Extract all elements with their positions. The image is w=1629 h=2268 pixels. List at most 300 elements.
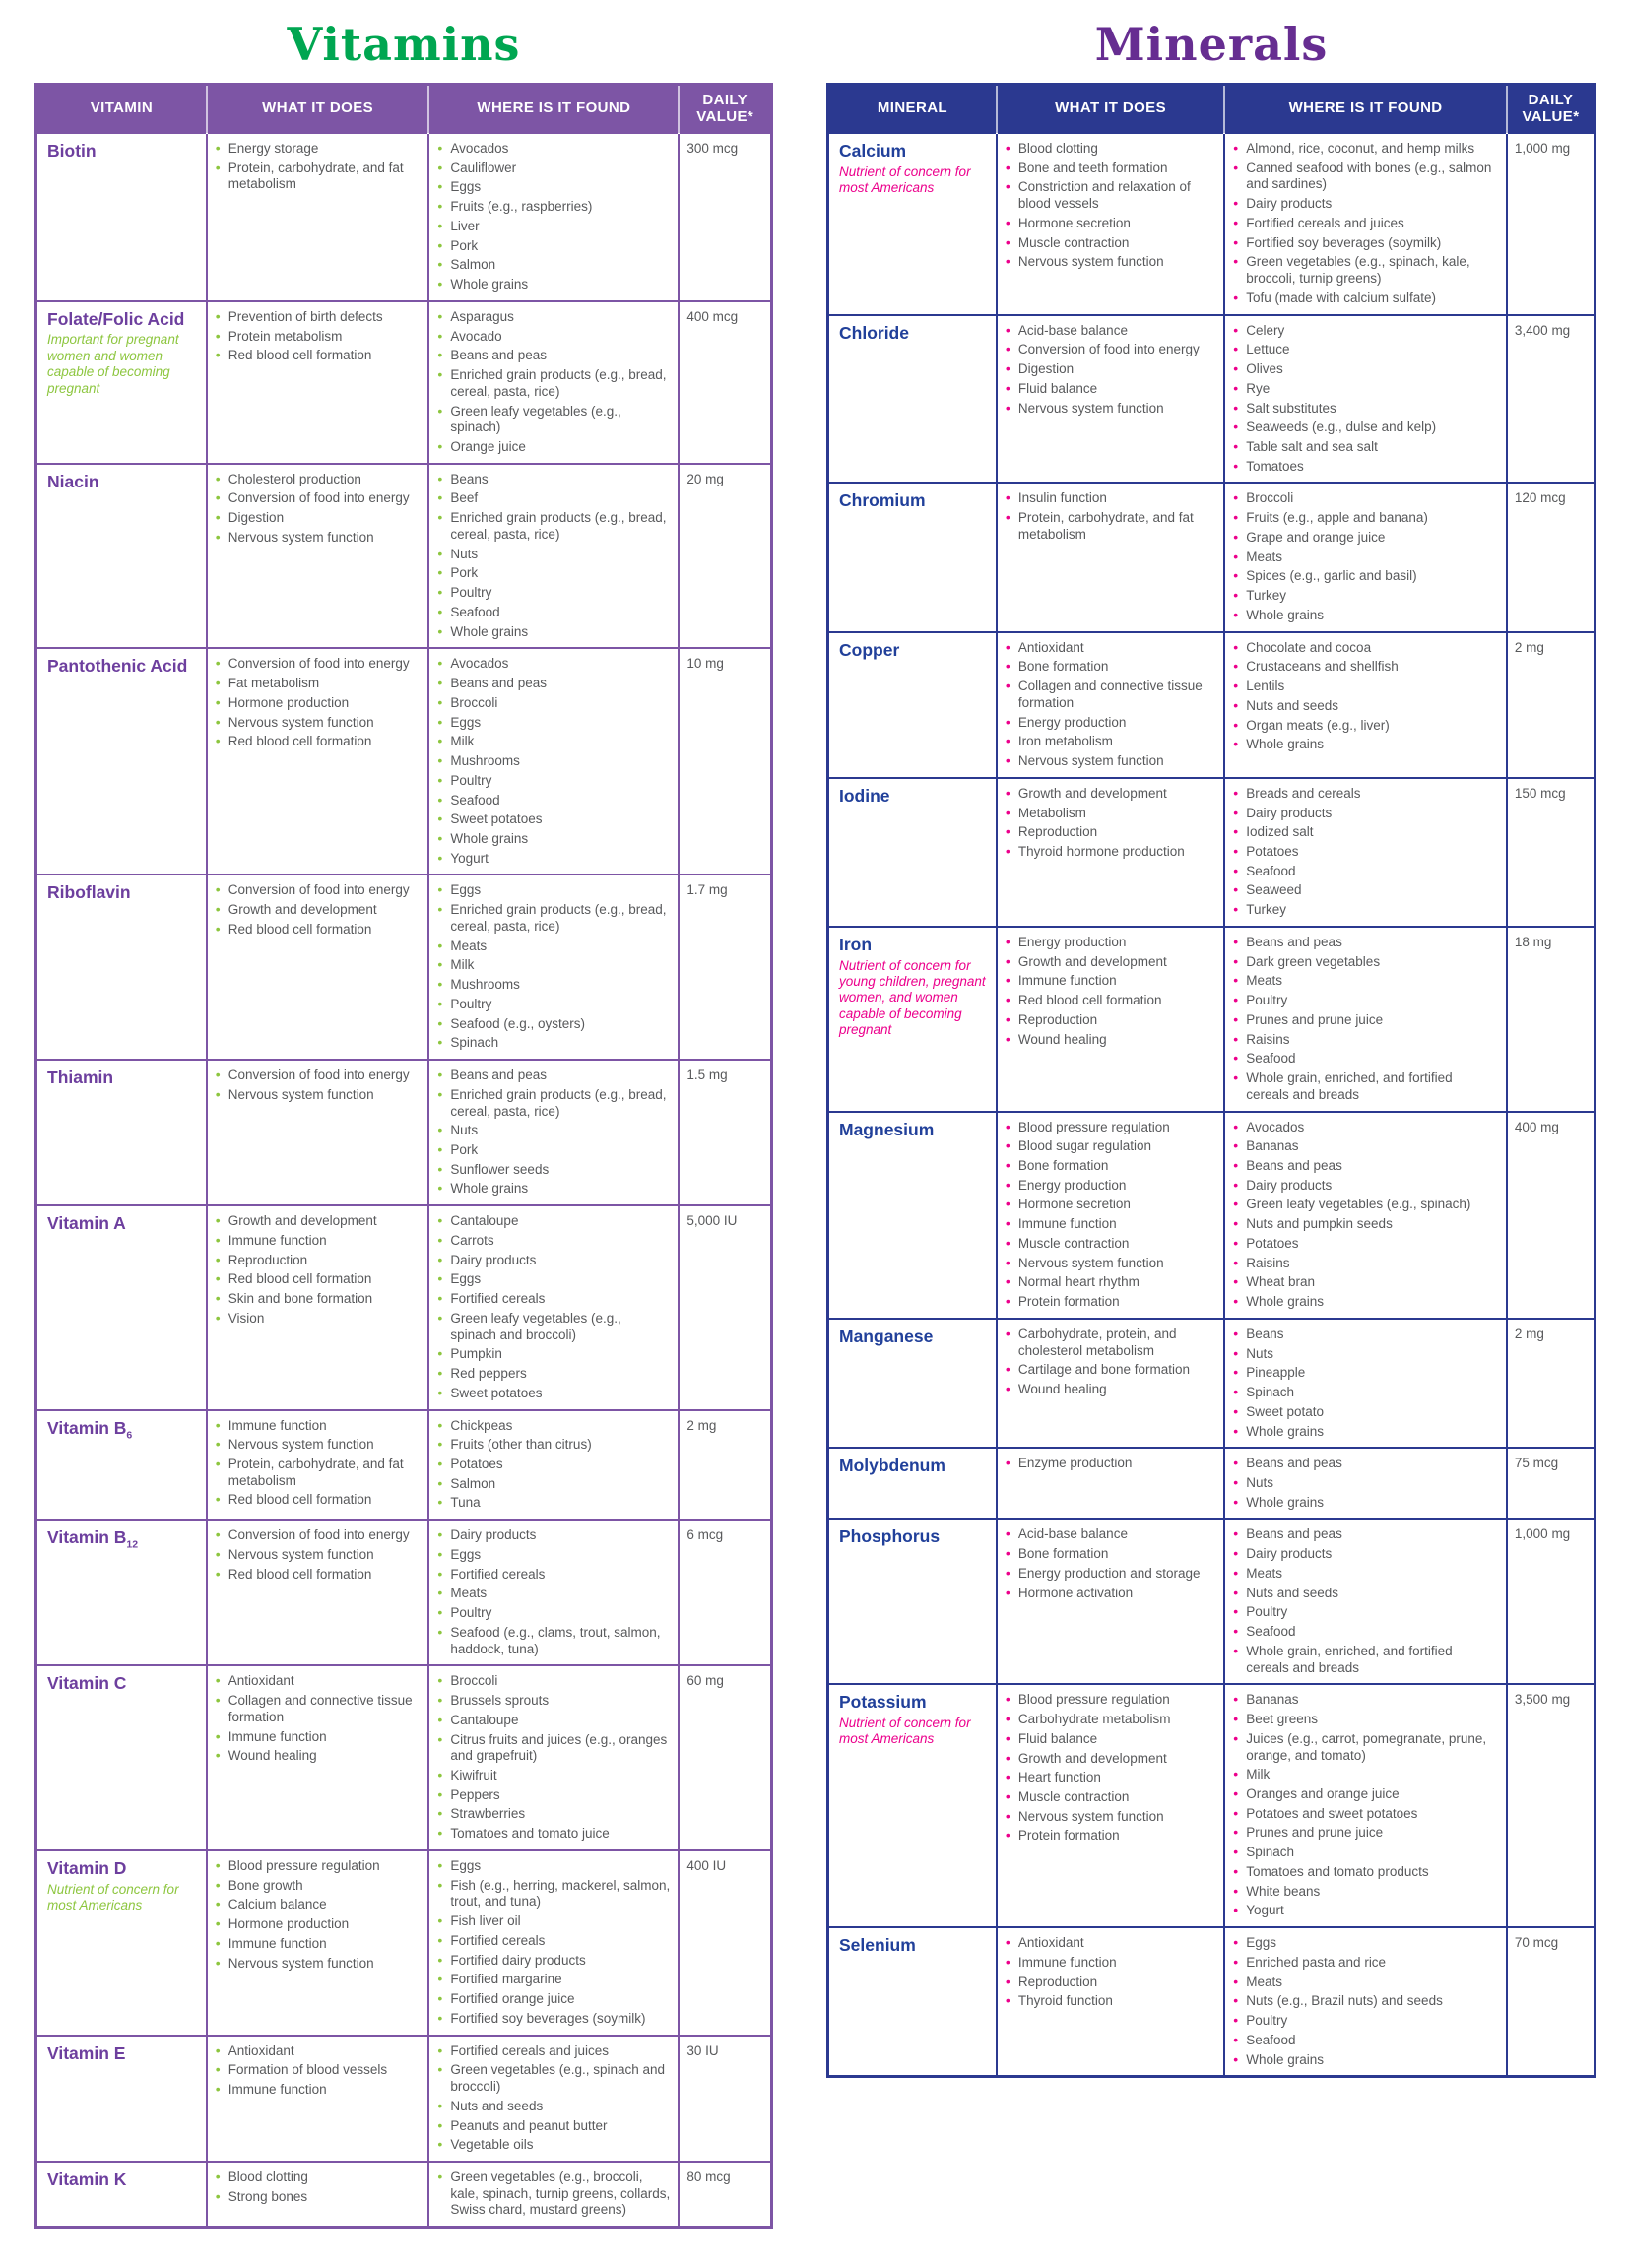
found-item: • Poultry (437, 1605, 670, 1622)
does-list (1006, 1692, 1215, 1845)
vitamins-row (36, 133, 772, 301)
found-item: • Fortified margarine (437, 1972, 670, 1988)
daily-value: 400 mcg (679, 301, 771, 464)
nutrient-name: Vitamin E (47, 2042, 126, 2063)
does-item: • Constriction and relaxation of blood vessels (1006, 179, 1215, 212)
found-item: • Cantaloupe (437, 1213, 670, 1230)
does-item: • Nervous system function (216, 1956, 421, 1973)
found-cell (1224, 778, 1507, 927)
does-list (1006, 640, 1215, 770)
found-list (437, 1858, 670, 2028)
nutrient-note: Nutrient of concern for most Americans (47, 1881, 179, 1913)
found-item: • Juices (e.g., carrot, pomegranate, prune, orange, and tomato) (1233, 1731, 1498, 1764)
does-item: • Calcium balance (216, 1897, 421, 1913)
found-item: • Rye (1233, 381, 1498, 398)
found-item: • Sweet potatoes (437, 811, 670, 828)
found-cell (1224, 483, 1507, 631)
does-item: • Growth and development (1006, 954, 1215, 971)
found-item: • Dairy products (1233, 806, 1498, 822)
vitamins-row (36, 1205, 772, 1409)
found-item: • Enriched grain products (e.g., bread, cereal, pasta, rice) (437, 510, 670, 543)
does-cell (207, 1520, 429, 1665)
found-item: • Raisins (1233, 1256, 1498, 1272)
vitamins-row (36, 464, 772, 649)
nutrient-name-cell (36, 1060, 207, 1205)
does-cell (207, 1410, 429, 1521)
found-list (437, 656, 670, 867)
found-item: • Nuts (1233, 1475, 1498, 1492)
does-item: • Conversion of food into energy (216, 882, 421, 899)
does-item: • Antioxidant (1006, 1935, 1215, 1952)
found-item: • Fruits (e.g., raspberries) (437, 199, 670, 216)
does-item: • Energy production (1006, 715, 1215, 732)
nutrient-note: Nutrient of concern for young children, pregnant women, and women capable of becoming pregnant (839, 957, 986, 1038)
does-cell (997, 483, 1224, 631)
found-item: • Seafood (437, 605, 670, 621)
nutrient-name-cell (36, 1410, 207, 1521)
found-item: • Mushrooms (437, 977, 670, 994)
vitamins-table (34, 83, 773, 2229)
does-list (1006, 935, 1215, 1048)
found-item: • Organ meats (e.g., liver) (1233, 718, 1498, 735)
does-cell (207, 1850, 429, 2036)
nutrient-name: Vitamin A (47, 1213, 126, 1234)
nutrient-name-cell (828, 1448, 997, 1519)
found-item: • Eggs (1233, 1935, 1498, 1952)
does-list (216, 1673, 421, 1765)
does-item: • Thyroid hormone production (1006, 844, 1215, 861)
found-item: • Orange juice (437, 439, 670, 456)
daily-value: 6 mcg (679, 1520, 771, 1665)
found-item: • Fruits (other than citrus) (437, 1437, 670, 1454)
found-cell (1224, 1319, 1507, 1448)
found-item: • Beans and peas (1233, 1526, 1498, 1543)
nutrient-note: Nutrient of concern for most Americans (839, 163, 971, 196)
does-item: • Protein formation (1006, 1828, 1215, 1845)
found-item: • Almond, rice, coconut, and hemp milks (1233, 141, 1498, 158)
does-item: • Reproduction (216, 1253, 421, 1269)
nutrient-name: Folate/Folic Acid (47, 308, 185, 329)
found-item: • Whole grains (437, 624, 670, 641)
does-cell (997, 1112, 1224, 1319)
found-item: • Beef (437, 490, 670, 507)
daily-value: 5,000 IU (679, 1205, 771, 1409)
found-item: • Spices (e.g., garlic and basil) (1233, 568, 1498, 585)
found-item: • Vegetable oils (437, 2137, 670, 2154)
found-cell (428, 1520, 679, 1665)
does-item: • Wound healing (1006, 1382, 1215, 1398)
does-item: • Immune function (216, 1936, 421, 1953)
minerals-row (828, 1319, 1596, 1448)
nutrient-name: Copper (839, 639, 900, 660)
nutrient-name-cell (828, 1684, 997, 1927)
found-cell (1224, 1927, 1507, 2077)
found-item: • Eggs (437, 1858, 670, 1875)
nutrient-name-cell (828, 778, 997, 927)
found-list (1233, 640, 1498, 753)
found-cell (1224, 1519, 1507, 1684)
does-item: • Nervous system function (1006, 401, 1215, 418)
does-list (1006, 786, 1215, 861)
does-list (1006, 1526, 1215, 1601)
daily-value: 300 mcg (679, 133, 771, 301)
vitamins-col-header-found: WHERE IS IT FOUND (428, 85, 679, 134)
found-item: • Whole grains (437, 1181, 670, 1198)
nutrient-name-cell (36, 1665, 207, 1850)
does-item: • Antioxidant (216, 1673, 421, 1690)
does-item: • Red blood cell formation (216, 734, 421, 750)
does-item: • Vision (216, 1311, 421, 1328)
does-item: • Blood pressure regulation (216, 1858, 421, 1875)
found-item: • Dairy products (1233, 1178, 1498, 1195)
minerals-section (826, 16, 1596, 2078)
found-item: • Fortified cereals (437, 1933, 670, 1950)
vitamins-col-header-name: VITAMIN (36, 85, 207, 134)
does-item: • Growth and development (216, 1213, 421, 1230)
found-item: • Seafood (1233, 2033, 1498, 2049)
found-item: • Nuts and pumpkin seeds (1233, 1216, 1498, 1233)
found-item: • Green vegetables (e.g., spinach, kale, broccoli, turnip greens) (1233, 254, 1498, 287)
does-item: • Wound healing (1006, 1032, 1215, 1049)
found-item: • Poultry (1233, 2013, 1498, 2030)
daily-value: 3,500 mg (1507, 1684, 1596, 1927)
does-item: • Acid-base balance (1006, 1526, 1215, 1543)
nutrient-name-cell (36, 1520, 207, 1665)
found-item: • Avocados (437, 656, 670, 673)
found-item: • Meats (437, 1586, 670, 1602)
found-item: • Dark green vegetables (1233, 954, 1498, 971)
does-item: • Immune function (216, 1233, 421, 1250)
found-cell (428, 648, 679, 875)
found-list (437, 1213, 670, 1401)
found-item: • Fortified cereals (437, 1567, 670, 1584)
does-cell (997, 133, 1224, 315)
minerals-row (828, 1684, 1596, 1927)
found-cell (428, 1665, 679, 1850)
does-item: • Antioxidant (216, 2043, 421, 2060)
does-item: • Energy production (1006, 935, 1215, 951)
does-item: • Energy production (1006, 1178, 1215, 1195)
found-item: • Tuna (437, 1495, 670, 1512)
does-cell (997, 778, 1224, 927)
minerals-row (828, 1927, 1596, 2077)
found-cell (428, 875, 679, 1060)
nutrient-name-cell (36, 1850, 207, 2036)
found-item: • Beans and peas (1233, 1158, 1498, 1175)
does-item: • Blood pressure regulation (1006, 1692, 1215, 1709)
daily-value: 2 mg (1507, 1319, 1596, 1448)
does-item: • Digestion (216, 510, 421, 527)
does-list (216, 309, 421, 364)
found-cell (428, 301, 679, 464)
found-item: • Milk (437, 957, 670, 974)
daily-value: 400 IU (679, 1850, 771, 2036)
nutrient-name: Iron (839, 934, 873, 954)
found-cell (428, 1205, 679, 1409)
does-item: • Wound healing (216, 1748, 421, 1765)
nutrient-name: Molybdenum (839, 1456, 945, 1476)
found-item: • Lettuce (1233, 342, 1498, 358)
found-list (1233, 1327, 1498, 1440)
does-item: • Fat metabolism (216, 676, 421, 692)
does-item: • Conversion of food into energy (216, 1068, 421, 1084)
does-cell (997, 1927, 1224, 2077)
nutrient-name-cell (36, 464, 207, 649)
does-list (216, 2043, 421, 2099)
does-item: • Protein metabolism (216, 329, 421, 346)
daily-value: 10 mg (679, 648, 771, 875)
found-item: • Beans (1233, 1327, 1498, 1343)
found-list (437, 1673, 670, 1843)
does-item: • Collagen and connective tissue formation (216, 1693, 421, 1725)
does-item: • Bone formation (1006, 1158, 1215, 1175)
found-item: • Dairy products (1233, 196, 1498, 213)
found-item: • Raisins (1233, 1032, 1498, 1049)
minerals-col-header-found: WHERE IS IT FOUND (1224, 85, 1507, 134)
nutrient-name: Manganese (839, 1326, 934, 1346)
found-item: • Seafood (1233, 864, 1498, 880)
found-item: • Yogurt (437, 851, 670, 868)
does-item: • Immune function (216, 2082, 421, 2099)
minerals-col-header-dv: DAILY VALUE* (1507, 85, 1596, 134)
found-item: • Potatoes (437, 1457, 670, 1473)
found-cell (1224, 927, 1507, 1112)
found-item: • Milk (1233, 1767, 1498, 1783)
does-cell (207, 1205, 429, 1409)
daily-value: 80 mcg (679, 2162, 771, 2228)
does-item: • Heart function (1006, 1770, 1215, 1786)
nutrient-name-cell (828, 1112, 997, 1319)
does-cell (997, 927, 1224, 1112)
found-cell (1224, 1112, 1507, 1319)
does-item: • Conversion of food into energy (216, 656, 421, 673)
found-item: • Whole grains (1233, 608, 1498, 624)
minerals-row (828, 778, 1596, 927)
found-item: • Seaweeds (e.g., dulse and kelp) (1233, 420, 1498, 436)
found-item: • Pork (437, 565, 670, 582)
nutrient-name: Phosphorus (839, 1526, 941, 1547)
found-item: • Beans and peas (1233, 1456, 1498, 1472)
found-item: • Spinach (1233, 1385, 1498, 1401)
does-item: • Blood pressure regulation (1006, 1120, 1215, 1136)
does-item: • Nervous system function (1006, 254, 1215, 271)
found-item: • Green vegetables (e.g., broccoli, kale, spinach, turnip greens, collards, Swiss chard, mustard greens) (437, 2170, 670, 2219)
minerals-row (828, 315, 1596, 484)
found-item: • Breads and cereals (1233, 786, 1498, 803)
does-item: • Protein formation (1006, 1294, 1215, 1311)
does-item: • Hormone secretion (1006, 216, 1215, 232)
does-cell (997, 1519, 1224, 1684)
found-item: • Lentils (1233, 679, 1498, 695)
does-item: • Red blood cell formation (216, 348, 421, 364)
daily-value: 75 mcg (1507, 1448, 1596, 1519)
minerals-row (828, 632, 1596, 778)
daily-value: 1,000 mg (1507, 1519, 1596, 1684)
found-item: • Poultry (1233, 1604, 1498, 1621)
found-list (1233, 786, 1498, 919)
does-item: • Hormone secretion (1006, 1197, 1215, 1213)
does-item: • Fluid balance (1006, 1731, 1215, 1748)
found-item: • Whole grains (1233, 737, 1498, 753)
daily-value: 400 mg (1507, 1112, 1596, 1319)
does-item: • Hormone production (216, 695, 421, 712)
does-item: • Nervous system function (1006, 753, 1215, 770)
nutrient-name: Niacin (47, 471, 99, 491)
found-item: • Asparagus (437, 309, 670, 326)
found-item: • Prunes and prune juice (1233, 1012, 1498, 1029)
found-list (1233, 1935, 1498, 2068)
nutrient-name: Selenium (839, 1935, 916, 1956)
found-item: • Nuts and seeds (437, 2099, 670, 2115)
found-item: • Pineapple (1233, 1365, 1498, 1382)
found-item: • Green leafy vegetables (e.g., spinach) (437, 404, 670, 436)
does-list (216, 882, 421, 938)
found-list (437, 1068, 670, 1198)
found-list (437, 472, 670, 641)
found-cell (428, 133, 679, 301)
found-item: • Enriched pasta and rice (1233, 1955, 1498, 1972)
found-item: • Table salt and sea salt (1233, 439, 1498, 456)
found-item: • Green leafy vegetables (e.g., spinach) (1233, 1197, 1498, 1213)
found-list (1233, 935, 1498, 1104)
does-item: • Nervous system function (1006, 1809, 1215, 1826)
found-item: • Turkey (1233, 902, 1498, 919)
does-item: • Conversion of food into energy (216, 1527, 421, 1544)
nutrient-name-cell (36, 133, 207, 301)
daily-value: 2 mg (1507, 632, 1596, 778)
found-item: • Beans and peas (437, 348, 670, 364)
found-item: • Avocados (1233, 1120, 1498, 1136)
does-item: • Hormone activation (1006, 1586, 1215, 1602)
daily-value: 1.5 mg (679, 1060, 771, 1205)
found-item: • Seafood (437, 793, 670, 810)
found-item: • Nuts (1233, 1346, 1498, 1363)
does-item: • Protein, carbohydrate, and fat metabolism (216, 1457, 421, 1489)
vitamins-row (36, 301, 772, 464)
vitamins-col-header-does: WHAT IT DOES (207, 85, 429, 134)
found-item: • Whole grains (437, 277, 670, 293)
nutrient-name-cell (828, 1319, 997, 1448)
found-item: • Olives (1233, 361, 1498, 378)
does-cell (207, 1665, 429, 1850)
nutrient-name: Vitamin $B_{12}$ (47, 1527, 139, 1551)
found-cell (1224, 1448, 1507, 1519)
does-item: • Bone and teeth formation (1006, 161, 1215, 177)
found-item: • Seafood (1233, 1624, 1498, 1641)
found-item: • Spinach (1233, 1845, 1498, 1861)
found-item: • Citrus fruits and juices (e.g., oranges and grapefruit) (437, 1732, 670, 1765)
found-item: • Carrots (437, 1233, 670, 1250)
nutrient-name: Thiamin (47, 1068, 114, 1088)
does-item: • Reproduction (1006, 1975, 1215, 1991)
found-item: • Enriched grain products (e.g., bread, cereal, pasta, rice) (437, 902, 670, 935)
minerals-row (828, 927, 1596, 1112)
found-item: • Eggs (437, 882, 670, 899)
nutrient-name-cell (828, 1519, 997, 1684)
does-cell (997, 632, 1224, 778)
does-item: • Growth and development (1006, 786, 1215, 803)
vitamins-row (36, 1850, 772, 2036)
found-list (1233, 1456, 1498, 1511)
found-item: • Bananas (1233, 1138, 1498, 1155)
does-item: • Cartilage and bone formation (1006, 1362, 1215, 1379)
found-item: • Fortified soy beverages (soymilk) (437, 2011, 670, 2028)
found-item: • Avocados (437, 141, 670, 158)
found-item: • Seafood (1233, 1051, 1498, 1068)
does-item: • Hormone production (216, 1916, 421, 1933)
found-item: • Broccoli (437, 1673, 670, 1690)
does-item: • Red blood cell formation (216, 1567, 421, 1584)
found-item: • White beans (1233, 1884, 1498, 1901)
found-item: • Meats (437, 939, 670, 955)
nutrient-note: Important for pregnant women and women capable of becoming pregnant (47, 332, 179, 396)
nutrient-name-cell (828, 1927, 997, 2077)
does-cell (207, 2036, 429, 2162)
found-item: • Potatoes (1233, 844, 1498, 861)
does-item: • Protein, carbohydrate, and fat metabolism (216, 161, 421, 193)
vitamins-table-header (36, 85, 772, 134)
does-list (1006, 323, 1215, 418)
vitamins-row (36, 1060, 772, 1205)
found-item: • Red peppers (437, 1366, 670, 1383)
does-item: • Enzyme production (1006, 1456, 1215, 1472)
found-item: • Nuts (437, 547, 670, 563)
found-item: • Beans and peas (437, 676, 670, 692)
daily-value: 120 mcg (1507, 483, 1596, 631)
found-item: • Nuts (437, 1123, 670, 1139)
does-item: • Formation of blood vessels (216, 2062, 421, 2079)
found-item: • Poultry (437, 997, 670, 1013)
does-item: • Acid-base balance (1006, 323, 1215, 340)
minerals-row (828, 1519, 1596, 1684)
daily-value: 1.7 mg (679, 875, 771, 1060)
found-item: • Tomatoes (1233, 459, 1498, 476)
found-item: • Eggs (437, 1547, 670, 1564)
found-item: • Canned seafood with bones (e.g., salmon and sardines) (1233, 161, 1498, 193)
found-item: • Pumpkin (437, 1346, 670, 1363)
found-item: • Salt substitutes (1233, 401, 1498, 418)
does-item: • Conversion of food into energy (1006, 342, 1215, 358)
does-item: • Red blood cell formation (216, 1271, 421, 1288)
found-list (437, 1418, 670, 1513)
found-item: • Dairy products (1233, 1546, 1498, 1563)
found-item: • Potatoes and sweet potatoes (1233, 1806, 1498, 1823)
minerals-tbody (828, 133, 1596, 2077)
does-item: • Nervous system function (216, 1437, 421, 1454)
found-item: • Fish (e.g., herring, mackerel, salmon, trout, and tuna) (437, 1878, 670, 1911)
does-item: • Thyroid function (1006, 1993, 1215, 2010)
found-cell (1224, 315, 1507, 484)
found-item: • Meats (1233, 1975, 1498, 1991)
does-item: • Growth and development (216, 902, 421, 919)
found-item: • Whole grains (1233, 1294, 1498, 1311)
does-list (216, 1418, 421, 1510)
does-list (216, 1858, 421, 1972)
found-item: • Bananas (1233, 1692, 1498, 1709)
found-list (1233, 490, 1498, 623)
vitamins-row (36, 648, 772, 875)
does-item: • Iron metabolism (1006, 734, 1215, 750)
found-item: • Fortified cereals (437, 1291, 670, 1308)
nutrient-name: Pantothenic Acid (47, 656, 188, 677)
does-item: • Immune function (1006, 1955, 1215, 1972)
vitamins-row (36, 1520, 772, 1665)
does-item: • Antioxidant (1006, 640, 1215, 657)
found-item: • Tofu (made with calcium sulfate) (1233, 291, 1498, 307)
found-cell (428, 1850, 679, 2036)
does-item: • Nervous system function (216, 1547, 421, 1564)
found-item: • Kiwifruit (437, 1768, 670, 1784)
